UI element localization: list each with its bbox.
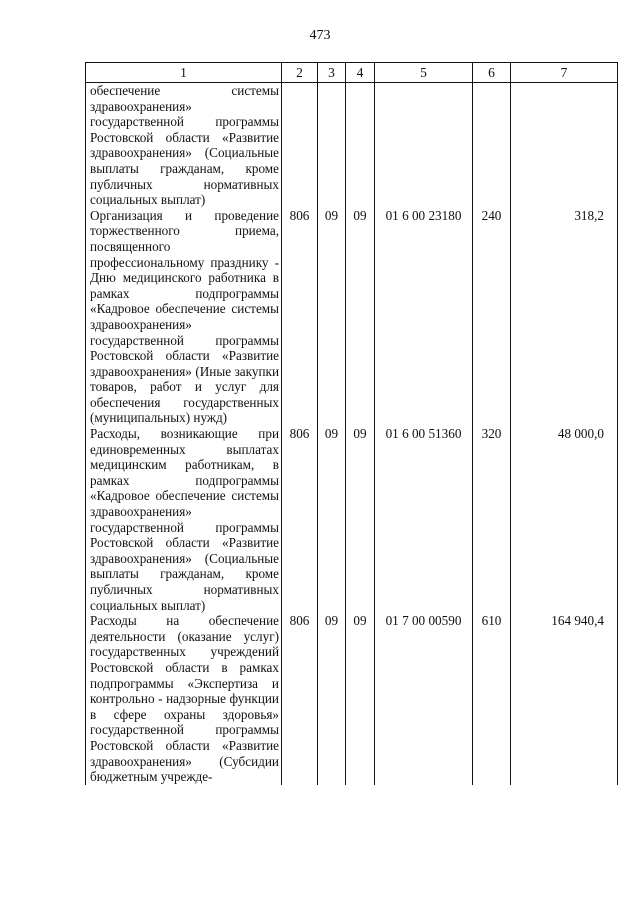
table-row [86, 613, 618, 785]
cell-gr [282, 83, 318, 208]
table-row [86, 208, 618, 426]
column-header: 7 [511, 63, 618, 83]
column-header: 6 [473, 63, 511, 83]
cell-pr: 09 [346, 208, 375, 426]
header-row [86, 63, 618, 83]
column-header: 3 [318, 63, 346, 83]
cell-vr: 320 [473, 426, 511, 613]
cell-rz [318, 83, 346, 208]
row-description: Расходы на обеспечение деятельности (оказание услуг) государственных учреждений Ростовской области в рамках подпрограммы «Экспертиза и контрольно - надзорные функции в сфере охраны здоровья» государственной программы Ростовской области «Развитие здравоохранения» (Субсидии бюджетным учрежде- [86, 613, 282, 785]
cell-amount: 318,2 [511, 208, 618, 426]
column-header: 4 [346, 63, 375, 83]
cell-rz: 09 [318, 208, 346, 426]
cell-pr [346, 83, 375, 208]
column-header: 5 [375, 63, 473, 83]
column-header: 1 [86, 63, 282, 83]
cell-csr: 01 6 00 23180 [375, 208, 473, 426]
cell-amount: 48 000,0 [511, 426, 618, 613]
table-row [86, 83, 618, 208]
cell-pr: 09 [346, 426, 375, 613]
page-number: 473 [309, 28, 331, 43]
column-header: 2 [282, 63, 318, 83]
cell-rz: 09 [318, 426, 346, 613]
row-description: обеспечение системы здравоохранения» государственной программы Ростовской области «Развитие здравоохранения» (Социальные выплаты гражданам, кроме публичных нормативных социальных выплат) [86, 83, 282, 208]
cell-vr [473, 83, 511, 208]
cell-gr: 806 [282, 613, 318, 785]
cell-csr: 01 6 00 51360 [375, 426, 473, 613]
cell-pr: 09 [346, 613, 375, 785]
cell-csr: 01 7 00 00590 [375, 613, 473, 785]
row-description: Расходы, возникающие при единовременных выплатах медицинским работникам, в рамках подпрограммы «Кадровое обеспечение системы здравоохранения» государственной программы Ростовской области «Развитие здравоохранения» (Социальные выплаты гражданам, кроме публичных нормативных социальных выплат) [86, 426, 282, 613]
cell-amount: 164 940,4 [511, 613, 618, 785]
cell-vr: 610 [473, 613, 511, 785]
cell-gr: 806 [282, 426, 318, 613]
cell-vr: 240 [473, 208, 511, 426]
row-description: Организация и проведение торжественного приема, посвященного профессиональному празднику - Дню медицинского работника в рамках подпрограммы «Кадровое обеспечение системы здравоохранения» государственной программы Ростовской области «Развитие здравоохранения» (Иные закупки товаров, работ и услуг для обеспечения государственных (муниципальных) нужд) [86, 208, 282, 426]
table-row [86, 426, 618, 613]
cell-gr: 806 [282, 208, 318, 426]
cell-rz: 09 [318, 613, 346, 785]
budget-table [85, 62, 618, 785]
cell-csr [375, 83, 473, 208]
cell-amount [511, 83, 618, 208]
